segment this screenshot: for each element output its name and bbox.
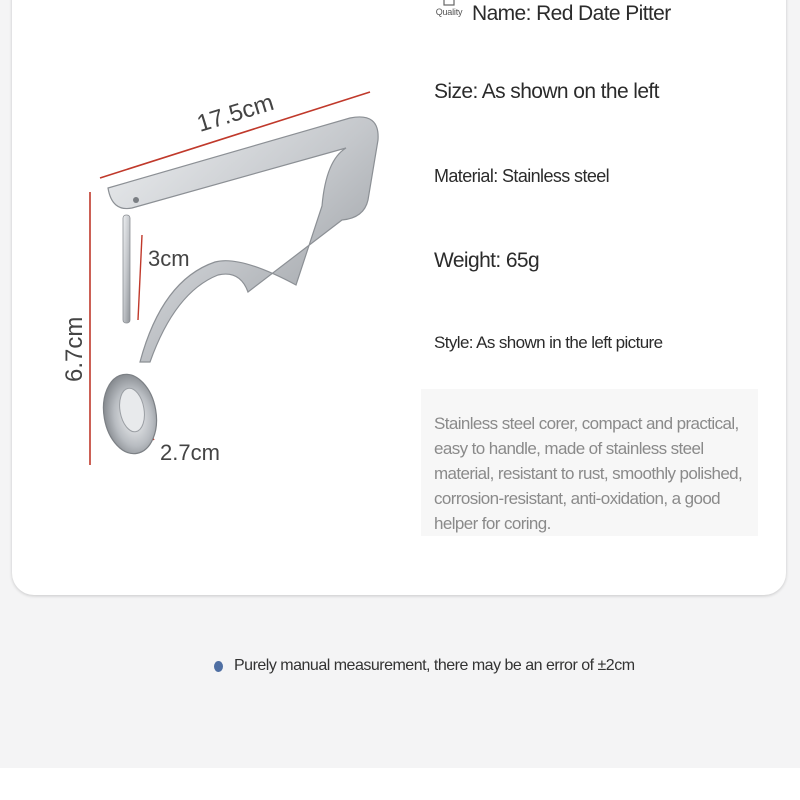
product-name: Name: Red Date Pitter (472, 2, 671, 25)
pin-label: 3cm (148, 246, 190, 271)
document-icon (442, 0, 456, 6)
pivot-hole (133, 197, 139, 203)
product-size: Size: As shown on the left (434, 80, 659, 103)
product-description: Stainless steel corer, compact and practical, easy to handle, made of stainless steel material, resistant to rust, smoothly polished, corrosion-resistant, anti-oxidation, a good helper for coring. (434, 414, 743, 533)
height-label: 6.7cm (61, 316, 88, 382)
product-material: Material: Stainless steel (434, 166, 610, 186)
quality-label: Quality (435, 7, 463, 17)
footer-strip (0, 768, 800, 800)
description-box (421, 389, 758, 536)
length-label: 17.5cm (193, 88, 278, 138)
spoon-label: 2.7cm (160, 440, 220, 465)
pitter-pin (123, 215, 130, 323)
pin-dimension-line (138, 235, 142, 320)
pitter-handle (108, 117, 378, 362)
product-weight: Weight: 65g (434, 249, 540, 272)
product-style: Style: As shown in the left picture (434, 333, 663, 352)
measurement-note-text: Purely manual measurement, there may be an error of ±2cm (234, 657, 635, 674)
product-diagram (50, 70, 410, 490)
quality-badge (432, 0, 466, 28)
bullet-icon (214, 661, 223, 672)
measurement-note (214, 654, 635, 678)
